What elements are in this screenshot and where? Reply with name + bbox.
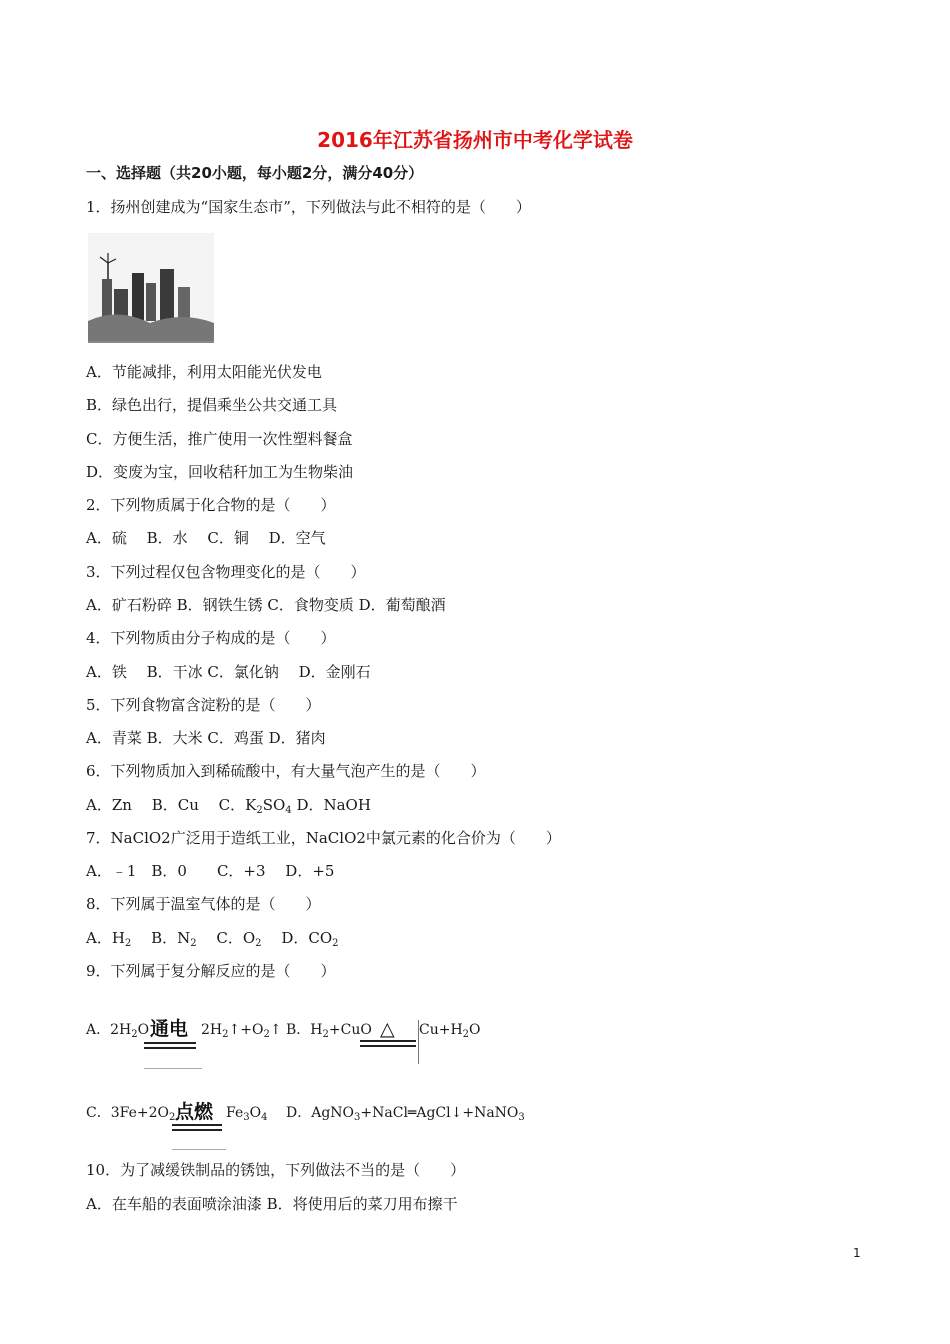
question-10: 10．为了减缓铁制品的锈蚀，下列做法不当的是（ ） <box>86 1161 466 1179</box>
q1-option-d: D．变废为宝，回收秸秆加工为生物柴油 <box>86 463 354 481</box>
q9-c-underline <box>172 1149 226 1150</box>
q10-options: A．在车船的表面喷涂油漆 B．将使用后的菜刀用布擦干 <box>86 1195 458 1213</box>
page-number: 1 <box>853 1246 861 1260</box>
q8-options: A．$H_2$ B．$N_2$ C．$O_2$ D．$CO_2$ <box>86 929 339 949</box>
q9-a-equals <box>144 1042 196 1049</box>
q2-options: A．硫 B．水 C．铜 D．空气 <box>86 529 326 547</box>
q9-option-b-products: $Cu+H_2O$ <box>419 1022 481 1040</box>
q9-option-b-reactants: B．$H_2+CuO$ <box>286 1022 372 1040</box>
question-4: 4．下列物质由分子构成的是（ ） <box>86 629 336 647</box>
q1-option-c: C．方便生活，推广使用一次性塑料餐盒 <box>86 430 353 448</box>
q9-b-equals <box>360 1040 416 1047</box>
q4-options: A．铁 B．干冰 C．氯化钠 D．金刚石 <box>86 663 371 681</box>
q1-option-b: B．绿色出行，提倡乘坐公共交通工具 <box>86 396 338 414</box>
question-3: 3．下列过程仅包含物理变化的是（ ） <box>86 563 366 581</box>
q9-option-d: D．AgNO$_3$+NaCl═AgCl↓+NaNO$_3$ <box>286 1105 525 1123</box>
q9-option-a-reactants: A．$2H_2O$ <box>86 1022 150 1040</box>
exam-title: 2016年江苏省扬州市中考化学试卷 <box>317 128 633 152</box>
question-9: 9．下列属于复分解反应的是（ ） <box>86 962 336 980</box>
q9-c-condition: 点燃 <box>175 1101 214 1123</box>
question-8: 8．下列属于温室气体的是（ ） <box>86 895 321 913</box>
q9-a-condition: 通电 <box>150 1018 189 1040</box>
q5-options: A．青菜 B．大米 C．鸡蛋 D．猪肉 <box>86 729 326 747</box>
q9-c-equals <box>172 1124 222 1131</box>
q9-a-underline <box>144 1068 202 1069</box>
question-1: 1．扬州创建成为“国家生态市”，下列做法与此不相符的是（ ） <box>86 198 531 216</box>
q9-option-c-products: $Fe_3O_4$ <box>226 1105 268 1123</box>
q6-options: A．Zn B．Cu C．$K_2SO_4$ D．NaOH <box>86 796 371 816</box>
eco-city-illustration <box>88 233 214 343</box>
q9-option-a-products: $2H_2↑+O_2↑$ <box>201 1022 282 1040</box>
q9-b-condition: △ <box>380 1018 395 1040</box>
question-2: 2．下列物质属于化合物的是（ ） <box>86 496 336 514</box>
q3-options: A．矿石粉碎 B．钢铁生锈 C．食物变质 D．葡萄酿酒 <box>86 596 446 614</box>
question-7: 7．NaClO2广泛用于造纸工业，NaClO2中氯元素的化合价为（ ） <box>86 829 561 847</box>
q1-option-a: A．节能减排，利用太阳能光伏发电 <box>86 363 322 381</box>
question-5: 5．下列食物富含淀粉的是（ ） <box>86 696 321 714</box>
q9-option-c-reactants: C．$3Fe+2O_2$ <box>86 1105 176 1123</box>
section-heading: 一、选择题（共20小题，每小题2分，满分40分） <box>86 164 424 182</box>
q7-options: A．﹣1 B．0 C．+3 D．+5 <box>86 862 335 880</box>
question-6: 6．下列物质加入到稀硫酸中，有大量气泡产生的是（ ） <box>86 762 486 780</box>
